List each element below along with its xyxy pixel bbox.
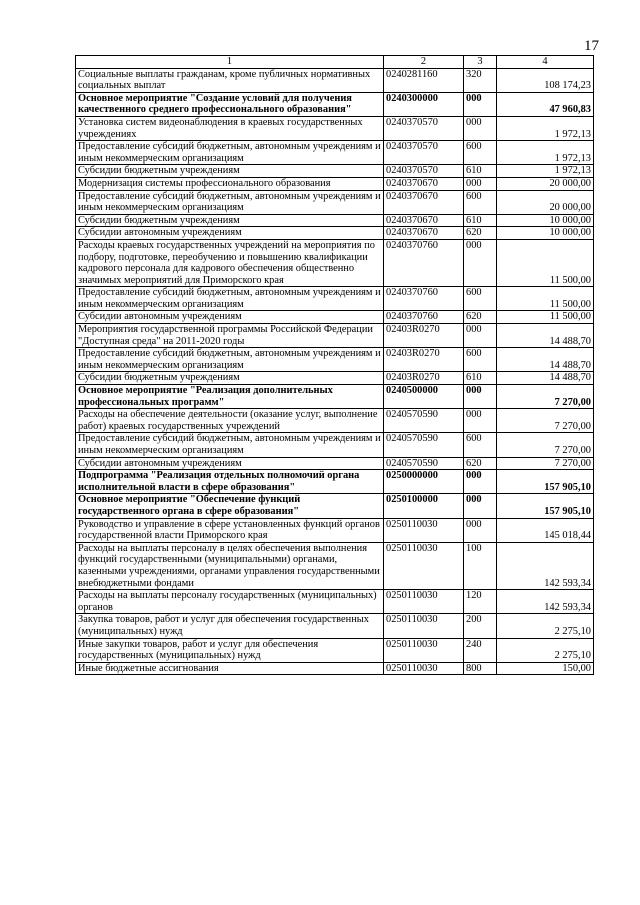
row-code: 0240370670	[384, 190, 464, 214]
table-row	[76, 433, 594, 457]
row-expense-type: 000	[464, 470, 497, 494]
row-amount: 142 593,34	[497, 590, 594, 614]
row-amount: 10 000,00	[497, 214, 594, 227]
row-amount: 1 972,13	[497, 141, 594, 165]
row-amount: 145 018,44	[497, 518, 594, 542]
table-row	[76, 177, 594, 190]
row-amount: 7 270,00	[497, 385, 594, 409]
budget-table-body	[76, 56, 594, 675]
row-code: 0240370670	[384, 214, 464, 227]
row-code: 02403R0270	[384, 324, 464, 348]
table-row	[76, 68, 594, 92]
row-amount: 2 275,10	[497, 614, 594, 638]
row-amount: 11 500,00	[497, 287, 594, 311]
row-code: 0250100000	[384, 494, 464, 518]
row-amount: 11 500,00	[497, 311, 594, 324]
table-row	[76, 662, 594, 675]
row-amount: 142 593,34	[497, 542, 594, 589]
row-expense-type: 320	[464, 68, 497, 92]
row-code: 02403R0270	[384, 372, 464, 385]
row-name: Предоставление субсидий бюджетным, автономным учреждениям и иным некоммерческим организациям	[76, 348, 384, 372]
table-row	[76, 470, 594, 494]
table-row	[76, 385, 594, 409]
table-row	[76, 518, 594, 542]
row-code: 0250110030	[384, 614, 464, 638]
row-expense-type: 000	[464, 239, 497, 286]
row-name: Руководство и управление в сфере установленных функций органов государственной власти Приморского края	[76, 518, 384, 542]
page-number: 17	[584, 38, 599, 54]
row-code: 0240370570	[384, 116, 464, 140]
row-amount: 14 488,70	[497, 324, 594, 348]
row-name: Установка систем видеонаблюдения в краевых государственных учреждениях	[76, 116, 384, 140]
row-expense-type: 000	[464, 177, 497, 190]
row-amount: 150,00	[497, 662, 594, 675]
table-row	[76, 590, 594, 614]
table-row	[76, 165, 594, 178]
row-name: Мероприятия государственной программы Российской Федерации "Доступная среда" на 2011-2020 годы	[76, 324, 384, 348]
table-row	[76, 214, 594, 227]
row-amount: 157 905,10	[497, 494, 594, 518]
table-row	[76, 614, 594, 638]
row-code: 0240370670	[384, 177, 464, 190]
row-expense-type: 620	[464, 457, 497, 470]
row-expense-type: 000	[464, 116, 497, 140]
row-code: 0240370570	[384, 141, 464, 165]
row-code: 0250110030	[384, 518, 464, 542]
row-amount: 108 174,23	[497, 68, 594, 92]
row-amount: 1 972,13	[497, 116, 594, 140]
row-expense-type: 000	[464, 494, 497, 518]
table-header-row	[76, 56, 594, 69]
row-code: 0250110030	[384, 662, 464, 675]
row-expense-type: 600	[464, 348, 497, 372]
table-row	[76, 239, 594, 286]
table-row	[76, 638, 594, 662]
row-name: Основное мероприятие "Реализация дополнительных профессиональных программ"	[76, 385, 384, 409]
row-expense-type: 000	[464, 518, 497, 542]
row-expense-type: 600	[464, 190, 497, 214]
table-row	[76, 92, 594, 116]
row-name: Иные бюджетные ассигнования	[76, 662, 384, 675]
row-expense-type: 610	[464, 214, 497, 227]
row-expense-type: 600	[464, 287, 497, 311]
row-expense-type: 240	[464, 638, 497, 662]
row-code: 0240281160	[384, 68, 464, 92]
row-amount: 10 000,00	[497, 227, 594, 240]
table-row	[76, 348, 594, 372]
row-code: 0240570590	[384, 433, 464, 457]
row-code: 0240370760	[384, 239, 464, 286]
budget-table	[75, 55, 594, 675]
row-amount: 20 000,00	[497, 177, 594, 190]
table-row	[76, 311, 594, 324]
row-code: 0250110030	[384, 638, 464, 662]
row-name: Основное мероприятие "Создание условий для получения качественного среднего профессионального образования"	[76, 92, 384, 116]
row-name: Расходы краевых государственных учреждений на мероприятия по подбору, подготовке, переобучению и повышению квалификации кадрового персонала для кадрового обеспечения общественно значимых мероприятий для Приморского края	[76, 239, 384, 286]
row-name: Предоставление субсидий бюджетным, автономным учреждениям и иным некоммерческим организациям	[76, 433, 384, 457]
table-row	[76, 190, 594, 214]
row-name: Субсидии автономным учреждениям	[76, 311, 384, 324]
row-name: Предоставление субсидий бюджетным, автономным учреждениям и иным некоммерческим организациям	[76, 287, 384, 311]
row-code: 0250110030	[384, 590, 464, 614]
table-row	[76, 116, 594, 140]
row-name: Предоставление субсидий бюджетным, автономным учреждениям и иным некоммерческим организациям	[76, 141, 384, 165]
row-amount: 14 488,70	[497, 372, 594, 385]
row-expense-type: 000	[464, 324, 497, 348]
row-expense-type: 610	[464, 372, 497, 385]
row-name: Субсидии автономным учреждениям	[76, 227, 384, 240]
row-code: 0250000000	[384, 470, 464, 494]
row-amount: 157 905,10	[497, 470, 594, 494]
row-name: Субсидии автономным учреждениям	[76, 457, 384, 470]
header-col-3: 3	[464, 56, 497, 69]
row-name: Расходы на выплаты персоналу в целях обеспечения выполнения функций государственными (муниципальными) органами, казенными учреждениями, органами управления государственными внебюджетными фондами	[76, 542, 384, 589]
row-name: Иные закупки товаров, работ и услуг для обеспечения государственных (муниципальных) нужд	[76, 638, 384, 662]
row-expense-type: 620	[464, 311, 497, 324]
row-expense-type: 620	[464, 227, 497, 240]
table-row	[76, 542, 594, 589]
row-name: Предоставление субсидий бюджетным, автономным учреждениям и иным некоммерческим организациям	[76, 190, 384, 214]
row-name: Субсидии бюджетным учреждениям	[76, 214, 384, 227]
row-code: 0240370760	[384, 287, 464, 311]
row-amount: 47 960,83	[497, 92, 594, 116]
row-name: Закупка товаров, работ и услуг для обеспечения государственных (муниципальных) нужд	[76, 614, 384, 638]
row-code: 0240300000	[384, 92, 464, 116]
row-expense-type: 000	[464, 92, 497, 116]
row-amount: 7 270,00	[497, 409, 594, 433]
row-name: Модернизация системы профессионального образования	[76, 177, 384, 190]
row-expense-type: 600	[464, 141, 497, 165]
row-amount: 7 270,00	[497, 457, 594, 470]
row-expense-type: 000	[464, 409, 497, 433]
header-col-4: 4	[497, 56, 594, 69]
row-expense-type: 600	[464, 433, 497, 457]
row-name: Субсидии бюджетным учреждениям	[76, 372, 384, 385]
row-expense-type: 100	[464, 542, 497, 589]
row-code: 0240370570	[384, 165, 464, 178]
table-row	[76, 227, 594, 240]
row-name: Подпрограмма "Реализация отдельных полномочий органа исполнительной власти в сфере образования"	[76, 470, 384, 494]
table-row	[76, 494, 594, 518]
row-expense-type: 120	[464, 590, 497, 614]
table-row	[76, 457, 594, 470]
table-row	[76, 372, 594, 385]
table-row	[76, 409, 594, 433]
row-code: 0240370670	[384, 227, 464, 240]
header-col-2: 2	[384, 56, 464, 69]
row-amount: 14 488,70	[497, 348, 594, 372]
row-name: Социальные выплаты гражданам, кроме публичных нормативных социальных выплат	[76, 68, 384, 92]
row-code: 0250110030	[384, 542, 464, 589]
row-name: Расходы на выплаты персоналу государственных (муниципальных) органов	[76, 590, 384, 614]
row-expense-type: 800	[464, 662, 497, 675]
row-amount: 7 270,00	[497, 433, 594, 457]
row-code: 02403R0270	[384, 348, 464, 372]
row-expense-type: 000	[464, 385, 497, 409]
row-amount: 20 000,00	[497, 190, 594, 214]
row-code: 0240570590	[384, 457, 464, 470]
row-name: Основное мероприятие "Обеспечение функций государственного органа в сфере образования"	[76, 494, 384, 518]
row-name: Расходы на обеспечение деятельности (оказание услуг, выполнение работ) краевых государственных учреждений	[76, 409, 384, 433]
table-row	[76, 287, 594, 311]
row-code: 0240570590	[384, 409, 464, 433]
row-amount: 2 275,10	[497, 638, 594, 662]
header-col-1: 1	[76, 56, 384, 69]
row-expense-type: 610	[464, 165, 497, 178]
row-code: 0240370760	[384, 311, 464, 324]
table-row	[76, 324, 594, 348]
table-row	[76, 141, 594, 165]
row-expense-type: 200	[464, 614, 497, 638]
row-name: Субсидии бюджетным учреждениям	[76, 165, 384, 178]
row-code: 0240500000	[384, 385, 464, 409]
row-amount: 1 972,13	[497, 165, 594, 178]
row-amount: 11 500,00	[497, 239, 594, 286]
